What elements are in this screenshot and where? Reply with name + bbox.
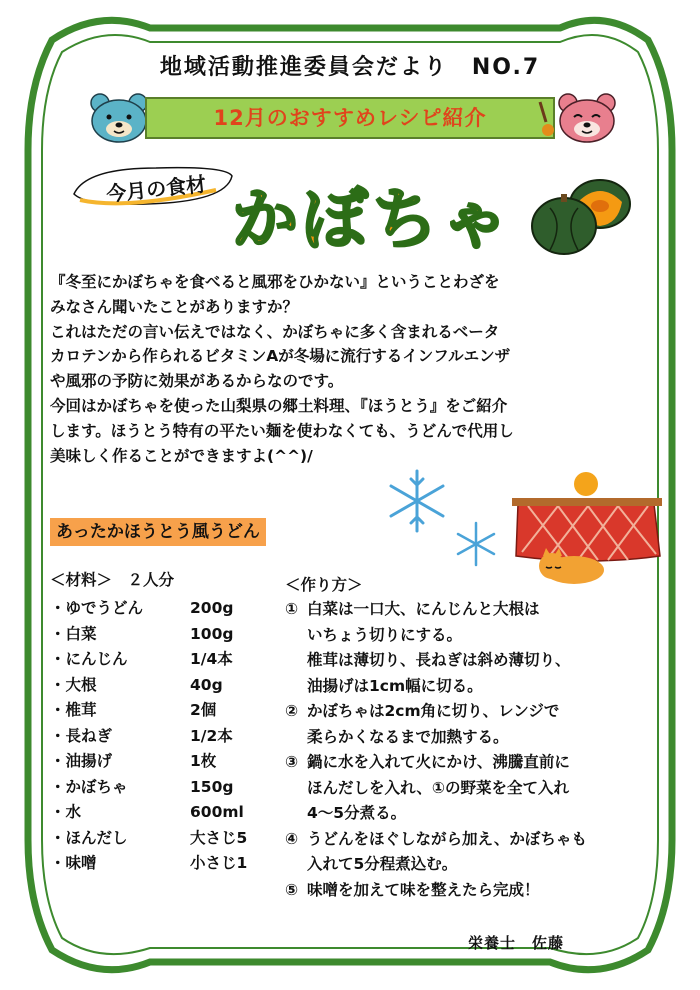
snowflake-icon (384, 468, 450, 534)
ingredient-row (50, 749, 290, 775)
step-text: うどんをほぐしながら加え、かぼちゃも 入れて5分程煮込む。 (307, 829, 587, 873)
ingredient-qty: 小さじ1 (190, 854, 248, 872)
ingredient-name: ・大根 (50, 675, 97, 694)
ingredient-name: ・白菜 (50, 624, 97, 643)
author: 栄養士 佐藤 (468, 934, 565, 952)
step-item (285, 597, 675, 699)
steps-heading: ＜作り方＞ (285, 576, 363, 594)
step-text: 白菜は一口大、にんじんと大根は いちょう切りにする。 椎茸は薄切り、長ねぎは斜め薄切り、 油揚げは1cm幅に切る。 (307, 600, 571, 695)
ingredient-name: ・水 (50, 803, 82, 821)
ingredient-qty: 大さじ5 (190, 828, 248, 847)
ingredient-row (50, 800, 290, 826)
intro-line: みなさん聞いたことがありますか？ (50, 297, 299, 316)
intro-text (50, 270, 665, 468)
ingredient-name: ・油揚げ (50, 752, 113, 770)
intro-line: 今回はかぼちゃを使った山梨県の郷土料理、『ほうとう』をご紹介 (50, 396, 508, 415)
pink-bear-icon (538, 92, 618, 144)
intro-line: 『冬至にかぼちゃを食べると風邪をひかない』ということわざを (50, 273, 500, 291)
step-item (285, 878, 675, 904)
ingredient-name: ・かぼちゃ (50, 777, 128, 796)
ingredient-qty: 1/2本 (190, 726, 233, 745)
ingredient-row (50, 622, 290, 648)
step-item (285, 699, 675, 750)
ingredients-heading: ＜材料＞ ２人分 (50, 571, 175, 589)
ingredient-qty: 600ml (190, 803, 244, 821)
ingredients-list (50, 596, 290, 877)
step-item (285, 750, 675, 827)
step-text: 味噌を加えて味を整えたら完成！ (307, 880, 540, 899)
steps-list (285, 597, 675, 903)
ingredient-name: ・味噌 (50, 854, 97, 872)
step-number: ④ (285, 829, 299, 848)
ingredient-row (50, 596, 290, 622)
pumpkin-icon (530, 172, 640, 260)
ingredient-row (50, 826, 290, 852)
step-number: ① (285, 600, 299, 618)
ingredient-name: ・ほんだし (50, 828, 128, 847)
recipe-title: あったかほうとう風うどん (50, 518, 266, 546)
ingredient-qty: 1/4本 (190, 650, 233, 668)
snowflake-small-icon (452, 520, 500, 568)
ingredient-name: ・ゆでうどん (50, 599, 144, 617)
ingredient-name: かぼちゃ (232, 181, 512, 258)
step-text: かぼちゃは2cm角に切り、レンジで 柔らかくなるまで加熱する。 (307, 702, 560, 746)
intro-line: や風邪の予防に効果があるからなのです。 (50, 372, 344, 391)
ingredient-row (50, 775, 290, 801)
step-number: ② (285, 702, 299, 720)
step-item (285, 827, 675, 878)
intro-line: します。ほうとう特有の平たい麺を使わなくても、うどんで代用し (50, 421, 514, 440)
ingredient-name: ・椎茸 (50, 701, 97, 719)
intro-line: カロテンから作られるビタミンAが冬場に流行するインフルエンザ (50, 347, 511, 366)
ingredient-row (50, 647, 290, 673)
ingredient-row (50, 724, 290, 750)
ingredient-name: ・長ねぎ (50, 726, 113, 745)
recipe-banner: 12月のおすすめレシピ紹介 (145, 97, 555, 139)
step-number: ③ (285, 753, 299, 771)
ingredient-qty: 200g (190, 599, 234, 617)
ingredient-row (50, 851, 290, 877)
ingredient-row (50, 673, 290, 699)
ingredient-qty: 150g (190, 777, 234, 796)
ingredient-name: ・にんじん (50, 650, 128, 668)
step-text: 鍋に水を入れて火にかけ、沸騰直前に ほんだしを入れ、①の野菜を全て入れ 4～5分煮る。 (307, 753, 570, 822)
ingredient-row (50, 698, 290, 724)
ingredient-qty: 40g (190, 675, 223, 694)
ingredient-qty: 2個 (190, 701, 217, 719)
newsletter-title: 地域活動推進委員会だより NO.7 (159, 55, 541, 80)
intro-line: これはただの言い伝えではなく、かぼちゃに多く含まれるベータ (50, 322, 500, 341)
ingredient-qty: 1枚 (190, 752, 217, 770)
step-number: ⑤ (285, 880, 299, 899)
ingredient-qty: 100g (190, 624, 234, 643)
monthly-ingredient-label: 今月の食材 (105, 171, 208, 207)
kotatsu-cat-icon (508, 470, 668, 588)
intro-line: 美味しく作ることができますよ(^^)/ (50, 446, 313, 465)
